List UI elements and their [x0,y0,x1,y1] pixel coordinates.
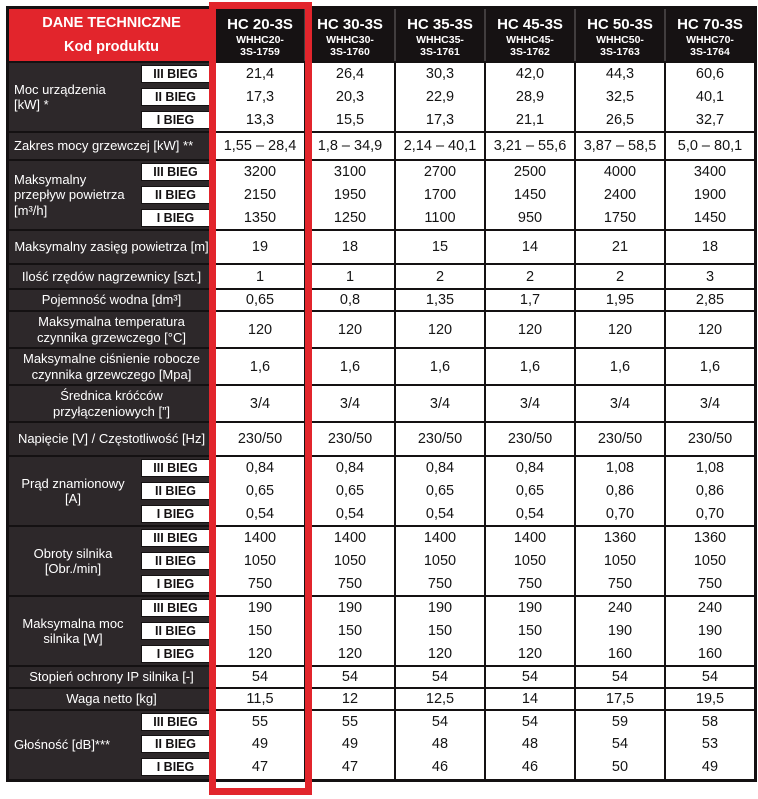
value-cell: 2700 [394,159,484,183]
bieg-cell [137,85,214,108]
value-cell: 230/50 [574,421,664,455]
value-cell: 190 [214,595,304,619]
bieg-label: II BIEG [141,186,210,204]
value-cell: 13,3 [214,108,304,131]
value-cell: 1450 [484,183,574,206]
value-cell: 950 [484,206,574,229]
value-cell: 26,5 [574,108,664,131]
value-cell: 120 [304,310,394,347]
value-cell: 54 [574,665,664,687]
bieg-label: III BIEG [141,713,210,731]
value-cell: 3/4 [664,384,754,421]
table-row [9,709,754,733]
value-cell: 3400 [664,159,754,183]
value-cell: 160 [664,642,754,665]
value-cell: 3100 [304,159,394,183]
value-cell: 0,70 [664,502,754,525]
value-cell: 17,3 [394,108,484,131]
table-row [9,455,754,479]
value-cell: 1360 [664,525,754,549]
value-cell: 42,0 [484,61,574,85]
value-cell: 55 [304,709,394,733]
table-row [9,687,754,709]
value-cell: 1050 [214,549,304,572]
value-cell: 120 [304,642,394,665]
value-cell: 0,65 [214,288,304,310]
column-code-line1: WHHC45- [506,34,554,46]
value-cell: 54 [214,665,304,687]
value-cell: 0,65 [304,479,394,502]
bieg-cell [137,108,214,131]
bieg-cell [137,502,214,525]
value-cell: 190 [574,619,664,642]
value-cell: 26,4 [304,61,394,85]
table-row [9,421,754,455]
value-cell: 3/4 [574,384,664,421]
header-row [9,9,754,61]
value-cell: 20,3 [304,85,394,108]
value-cell: 54 [484,709,574,733]
value-cell: 3200 [214,159,304,183]
table-row [9,61,754,85]
table-row [9,159,754,183]
row-label: Napięcie [V] / Częstotliwość [Hz] [9,421,214,455]
spec-table [6,6,757,782]
bieg-label: II BIEG [141,482,210,500]
bieg-cell [137,595,214,619]
bieg-cell [137,479,214,502]
value-cell: 0,70 [574,502,664,525]
value-cell: 2,14 – 40,1 [394,131,484,159]
bieg-label: II BIEG [141,552,210,570]
value-cell: 22,9 [394,85,484,108]
table-title: DANE TECHNICZNE [42,15,181,31]
bieg-label: I BIEG [141,505,210,523]
value-cell: 2 [484,263,574,288]
bieg-label: III BIEG [141,529,210,547]
value-cell: 1,6 [574,347,664,384]
value-cell: 750 [574,572,664,595]
value-cell: 60,6 [664,61,754,85]
value-cell: 1,6 [304,347,394,384]
value-cell: 1,08 [574,455,664,479]
row-label: Zakres mocy grzewczej [kW] ** [9,131,214,159]
row-label: Ilość rzędów nagrzewnicy [szt.] [9,263,214,288]
value-cell: 2 [394,263,484,288]
value-cell: 1400 [484,525,574,549]
value-cell: 5,0 – 80,1 [664,131,754,159]
value-cell: 120 [214,310,304,347]
value-cell: 190 [484,595,574,619]
value-cell: 32,7 [664,108,754,131]
table-row [9,384,754,421]
column-code-line1: WHHC50- [596,34,644,46]
value-cell: 18 [304,229,394,263]
value-cell: 120 [484,642,574,665]
bieg-cell [137,183,214,206]
row-label: Maksymalny przepływ powietrza [m³/h] [9,159,137,229]
value-cell: 230/50 [214,421,304,455]
bieg-cell [137,206,214,229]
value-cell: 2150 [214,183,304,206]
value-cell: 1450 [664,206,754,229]
value-cell: 120 [394,642,484,665]
value-cell: 750 [484,572,574,595]
value-cell: 17,3 [214,85,304,108]
value-cell: 1,8 – 34,9 [304,131,394,159]
column-header-hc-30-3s [304,9,394,61]
table-row [9,525,754,549]
value-cell: 120 [394,310,484,347]
table-row [9,310,754,347]
value-cell: 17,5 [574,687,664,709]
column-header-hc-20-3s [214,9,304,61]
value-cell: 53 [664,733,754,756]
value-cell: 1,6 [664,347,754,384]
value-cell: 150 [214,619,304,642]
value-cell: 750 [304,572,394,595]
value-cell: 3/4 [394,384,484,421]
value-cell: 50 [574,756,664,779]
bieg-label: III BIEG [141,163,210,181]
value-cell: 2500 [484,159,574,183]
value-cell: 240 [664,595,754,619]
value-cell: 1,35 [394,288,484,310]
row-label: Głośność [dB]*** [9,709,137,779]
bieg-cell [137,733,214,756]
value-cell: 120 [574,310,664,347]
table-row [9,665,754,687]
value-cell: 1950 [304,183,394,206]
bieg-label: I BIEG [141,758,210,776]
row-label: Prąd znamionowy [A] [9,455,137,525]
value-cell: 1400 [214,525,304,549]
bieg-label: II BIEG [141,622,210,640]
value-cell: 750 [214,572,304,595]
value-cell: 2400 [574,183,664,206]
row-label: Maksymalna moc silnika [W] [9,595,137,665]
value-cell: 59 [574,709,664,733]
value-cell: 150 [484,619,574,642]
bieg-cell [137,61,214,85]
value-cell: 1,08 [664,455,754,479]
value-cell: 19,5 [664,687,754,709]
bieg-cell [137,455,214,479]
value-cell: 190 [394,595,484,619]
column-model: HC 20-3S [227,16,293,33]
value-cell: 1,6 [394,347,484,384]
value-cell: 1050 [484,549,574,572]
value-cell: 1050 [664,549,754,572]
value-cell: 0,54 [214,502,304,525]
row-label: Pojemność wodna [dm³] [9,288,214,310]
value-cell: 46 [394,756,484,779]
value-cell: 0,86 [574,479,664,502]
column-header-hc-45-3s [484,9,574,61]
value-cell: 750 [394,572,484,595]
value-cell: 750 [664,572,754,595]
bieg-cell [137,619,214,642]
column-header-hc-70-3s [664,9,754,61]
value-cell: 120 [214,642,304,665]
value-cell: 1050 [574,549,664,572]
value-cell: 54 [394,665,484,687]
table-row [9,131,754,159]
value-cell: 3/4 [214,384,304,421]
bieg-cell [137,159,214,183]
column-header-hc-35-3s [394,9,484,61]
value-cell: 3/4 [304,384,394,421]
value-cell: 54 [574,733,664,756]
value-cell: 18 [664,229,754,263]
value-cell: 54 [664,665,754,687]
column-model: HC 50-3S [587,16,653,33]
row-label: Maksymalna temperatura czynnika grzewczego [°C] [9,310,214,347]
row-label: Maksymalny zasięg powietrza [m] [9,229,214,263]
value-cell: 150 [304,619,394,642]
value-cell: 48 [484,733,574,756]
value-cell: 12,5 [394,687,484,709]
product-code-label: Kod produktu [63,39,160,55]
value-cell: 2 [574,263,664,288]
value-cell: 21,1 [484,108,574,131]
value-cell: 240 [574,595,664,619]
value-cell: 0,84 [394,455,484,479]
value-cell: 40,1 [664,85,754,108]
bieg-label: I BIEG [141,645,210,663]
bieg-cell [137,642,214,665]
column-code-line1: WHHC70- [686,34,734,46]
row-label: Moc urządzenia [kW] * [9,61,137,131]
bieg-label: I BIEG [141,111,210,129]
value-cell: 0,84 [304,455,394,479]
value-cell: 46 [484,756,574,779]
value-cell: 1 [304,263,394,288]
value-cell: 49 [304,733,394,756]
value-cell: 1050 [304,549,394,572]
value-cell: 0,86 [664,479,754,502]
row-label: Waga netto [kg] [9,687,214,709]
table-row [9,229,754,263]
value-cell: 190 [304,595,394,619]
value-cell: 1,7 [484,288,574,310]
value-cell: 230/50 [664,421,754,455]
row-label: Stopień ochrony IP silnika [-] [9,665,214,687]
bieg-cell [137,572,214,595]
row-label: Średnica króćców przyłączeniowych [”] [9,384,214,421]
bieg-label: III BIEG [141,65,210,83]
table-header [9,9,214,61]
table-row [9,347,754,384]
value-cell: 150 [394,619,484,642]
value-cell: 0,54 [394,502,484,525]
value-cell: 1,55 – 28,4 [214,131,304,159]
value-cell: 230/50 [484,421,574,455]
value-cell: 48 [394,733,484,756]
value-cell: 1100 [394,206,484,229]
column-code-line1: WHHC20- [236,34,284,46]
value-cell: 12 [304,687,394,709]
value-cell: 1 [214,263,304,288]
value-cell: 0,84 [214,455,304,479]
value-cell: 21 [574,229,664,263]
value-cell: 28,9 [484,85,574,108]
value-cell: 1,6 [214,347,304,384]
column-code-line2: 3S-1763 [600,46,640,58]
value-cell: 1250 [304,206,394,229]
value-cell: 1,6 [484,347,574,384]
value-cell: 47 [304,756,394,779]
value-cell: 2,85 [664,288,754,310]
value-cell: 21,4 [214,61,304,85]
table-row [9,288,754,310]
column-code-line2: 3S-1761 [420,46,460,58]
bieg-label: I BIEG [141,209,210,227]
value-cell: 1750 [574,206,664,229]
column-header-hc-50-3s [574,9,664,61]
value-cell: 15,5 [304,108,394,131]
column-model: HC 45-3S [497,16,563,33]
value-cell: 160 [574,642,664,665]
value-cell: 230/50 [394,421,484,455]
column-model: HC 35-3S [407,16,473,33]
column-code-line2: 3S-1762 [510,46,550,58]
value-cell: 15 [394,229,484,263]
value-cell: 47 [214,756,304,779]
value-cell: 120 [664,310,754,347]
column-code-line2: 3S-1759 [240,46,280,58]
column-model: HC 70-3S [677,16,743,33]
bieg-label: III BIEG [141,459,210,477]
value-cell: 11,5 [214,687,304,709]
column-code-line2: 3S-1764 [690,46,730,58]
bieg-label: II BIEG [141,88,210,106]
value-cell: 1050 [394,549,484,572]
value-cell: 44,3 [574,61,664,85]
value-cell: 14 [484,229,574,263]
bieg-cell [137,549,214,572]
value-cell: 0,54 [304,502,394,525]
value-cell: 1400 [304,525,394,549]
value-cell: 0,54 [484,502,574,525]
column-code-line2: 3S-1760 [330,46,370,58]
value-cell: 0,8 [304,288,394,310]
value-cell: 1350 [214,206,304,229]
value-cell: 3,21 – 55,6 [484,131,574,159]
value-cell: 1700 [394,183,484,206]
bieg-cell [137,525,214,549]
value-cell: 3,87 – 58,5 [574,131,664,159]
value-cell: 1400 [394,525,484,549]
value-cell: 0,65 [394,479,484,502]
bieg-cell [137,756,214,779]
value-cell: 1900 [664,183,754,206]
row-label: Maksymalne ciśnienie robocze czynnika grzewczego [Mpa] [9,347,214,384]
value-cell: 0,84 [484,455,574,479]
column-model: HC 30-3S [317,16,383,33]
column-code-line1: WHHC30- [326,34,374,46]
value-cell: 3/4 [484,384,574,421]
value-cell: 0,65 [484,479,574,502]
table-row [9,595,754,619]
value-cell: 54 [304,665,394,687]
value-cell: 14 [484,687,574,709]
value-cell: 32,5 [574,85,664,108]
value-cell: 30,3 [394,61,484,85]
value-cell: 120 [484,310,574,347]
value-cell: 1,95 [574,288,664,310]
value-cell: 58 [664,709,754,733]
value-cell: 4000 [574,159,664,183]
bieg-cell [137,709,214,733]
value-cell: 54 [394,709,484,733]
value-cell: 0,65 [214,479,304,502]
value-cell: 49 [664,756,754,779]
value-cell: 49 [214,733,304,756]
row-label: Obroty silnika [Obr./min] [9,525,137,595]
value-cell: 1360 [574,525,664,549]
bieg-label: II BIEG [141,735,210,753]
bieg-label: I BIEG [141,575,210,593]
value-cell: 230/50 [304,421,394,455]
value-cell: 54 [484,665,574,687]
value-cell: 19 [214,229,304,263]
value-cell: 3 [664,263,754,288]
value-cell: 55 [214,709,304,733]
bieg-label: III BIEG [141,599,210,617]
table-row [9,263,754,288]
value-cell: 190 [664,619,754,642]
column-code-line1: WHHC35- [416,34,464,46]
